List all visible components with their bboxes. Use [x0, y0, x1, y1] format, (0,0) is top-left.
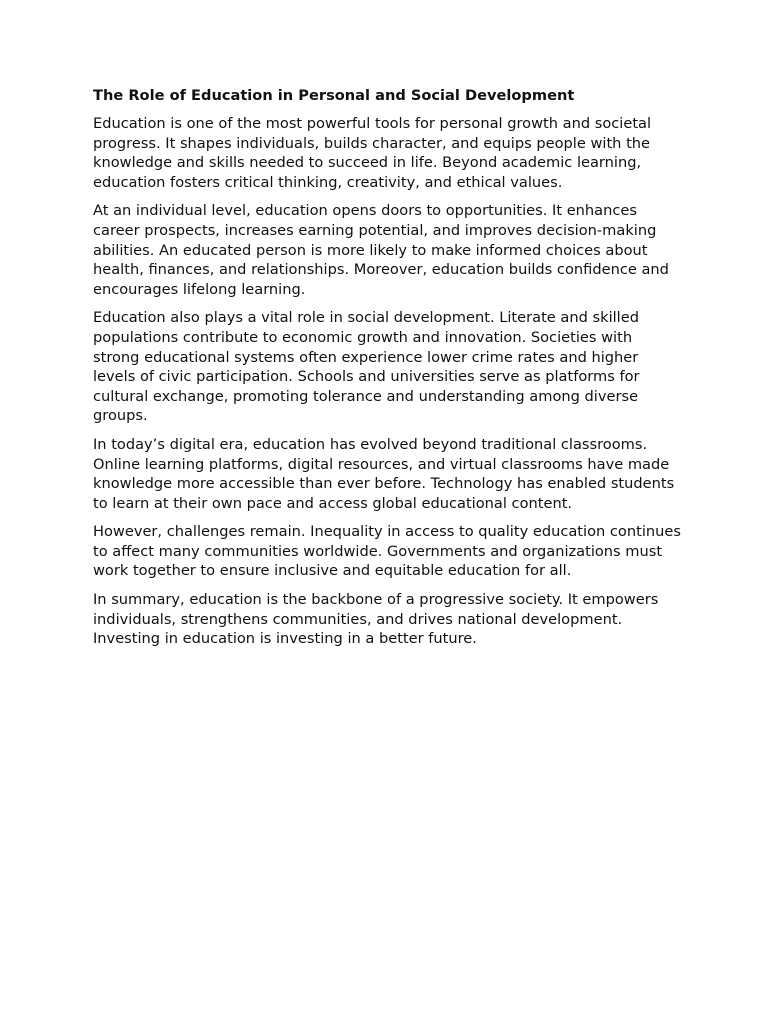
paragraph-individual-level: At an individual level, education opens doors to opportunities. It enhances career prospects, increases earning potential, and improves decision-making abilities. An educated person is more likely to make informed choices about health, finances, and relationships. Moreover, education builds confidence and encourages lifelong learning.	[93, 202, 669, 298]
paragraph-challenges: However, challenges remain. Inequality in access to quality education continues to affect many communities worldwide. Governments and organizations must work together to ensure inclusive and equitable education for all.	[93, 523, 681, 580]
paragraph-social-development: Education also plays a vital role in social development. Literate and skilled populations contribute to economic growth and innovation. Societies with strong educational systems often experience lower crime rates and higher levels of civic participation. Schools and universities serve as platforms for cultural exchange, promoting tolerance and understanding among diverse groups.	[93, 309, 640, 425]
paragraph-intro: Education is one of the most powerful tools for personal growth and societal progress. It shapes individuals, builds character, and equips people with the knowledge and skills needed to succeed in life. Beyond academic learning, education fosters critical thinking, creativity, and ethical values.	[93, 115, 652, 191]
paragraph-digital-era: In today’s digital era, education has evolved beyond traditional classrooms. Online learning platforms, digital resources, and virtual classrooms have made knowledge more accessible than ever before. Technology has enabled students to learn at their own pace and access global educational content.	[93, 435, 675, 512]
paragraph-summary: In summary, education is the backbone of a progressive society. It empowers individuals, strengthens communities, and drives national development. Investing in education is investing in a better future.	[93, 591, 659, 648]
document-title: The Role of Education in Personal and Social Development	[93, 87, 575, 104]
document-body	[93, 86, 683, 658]
